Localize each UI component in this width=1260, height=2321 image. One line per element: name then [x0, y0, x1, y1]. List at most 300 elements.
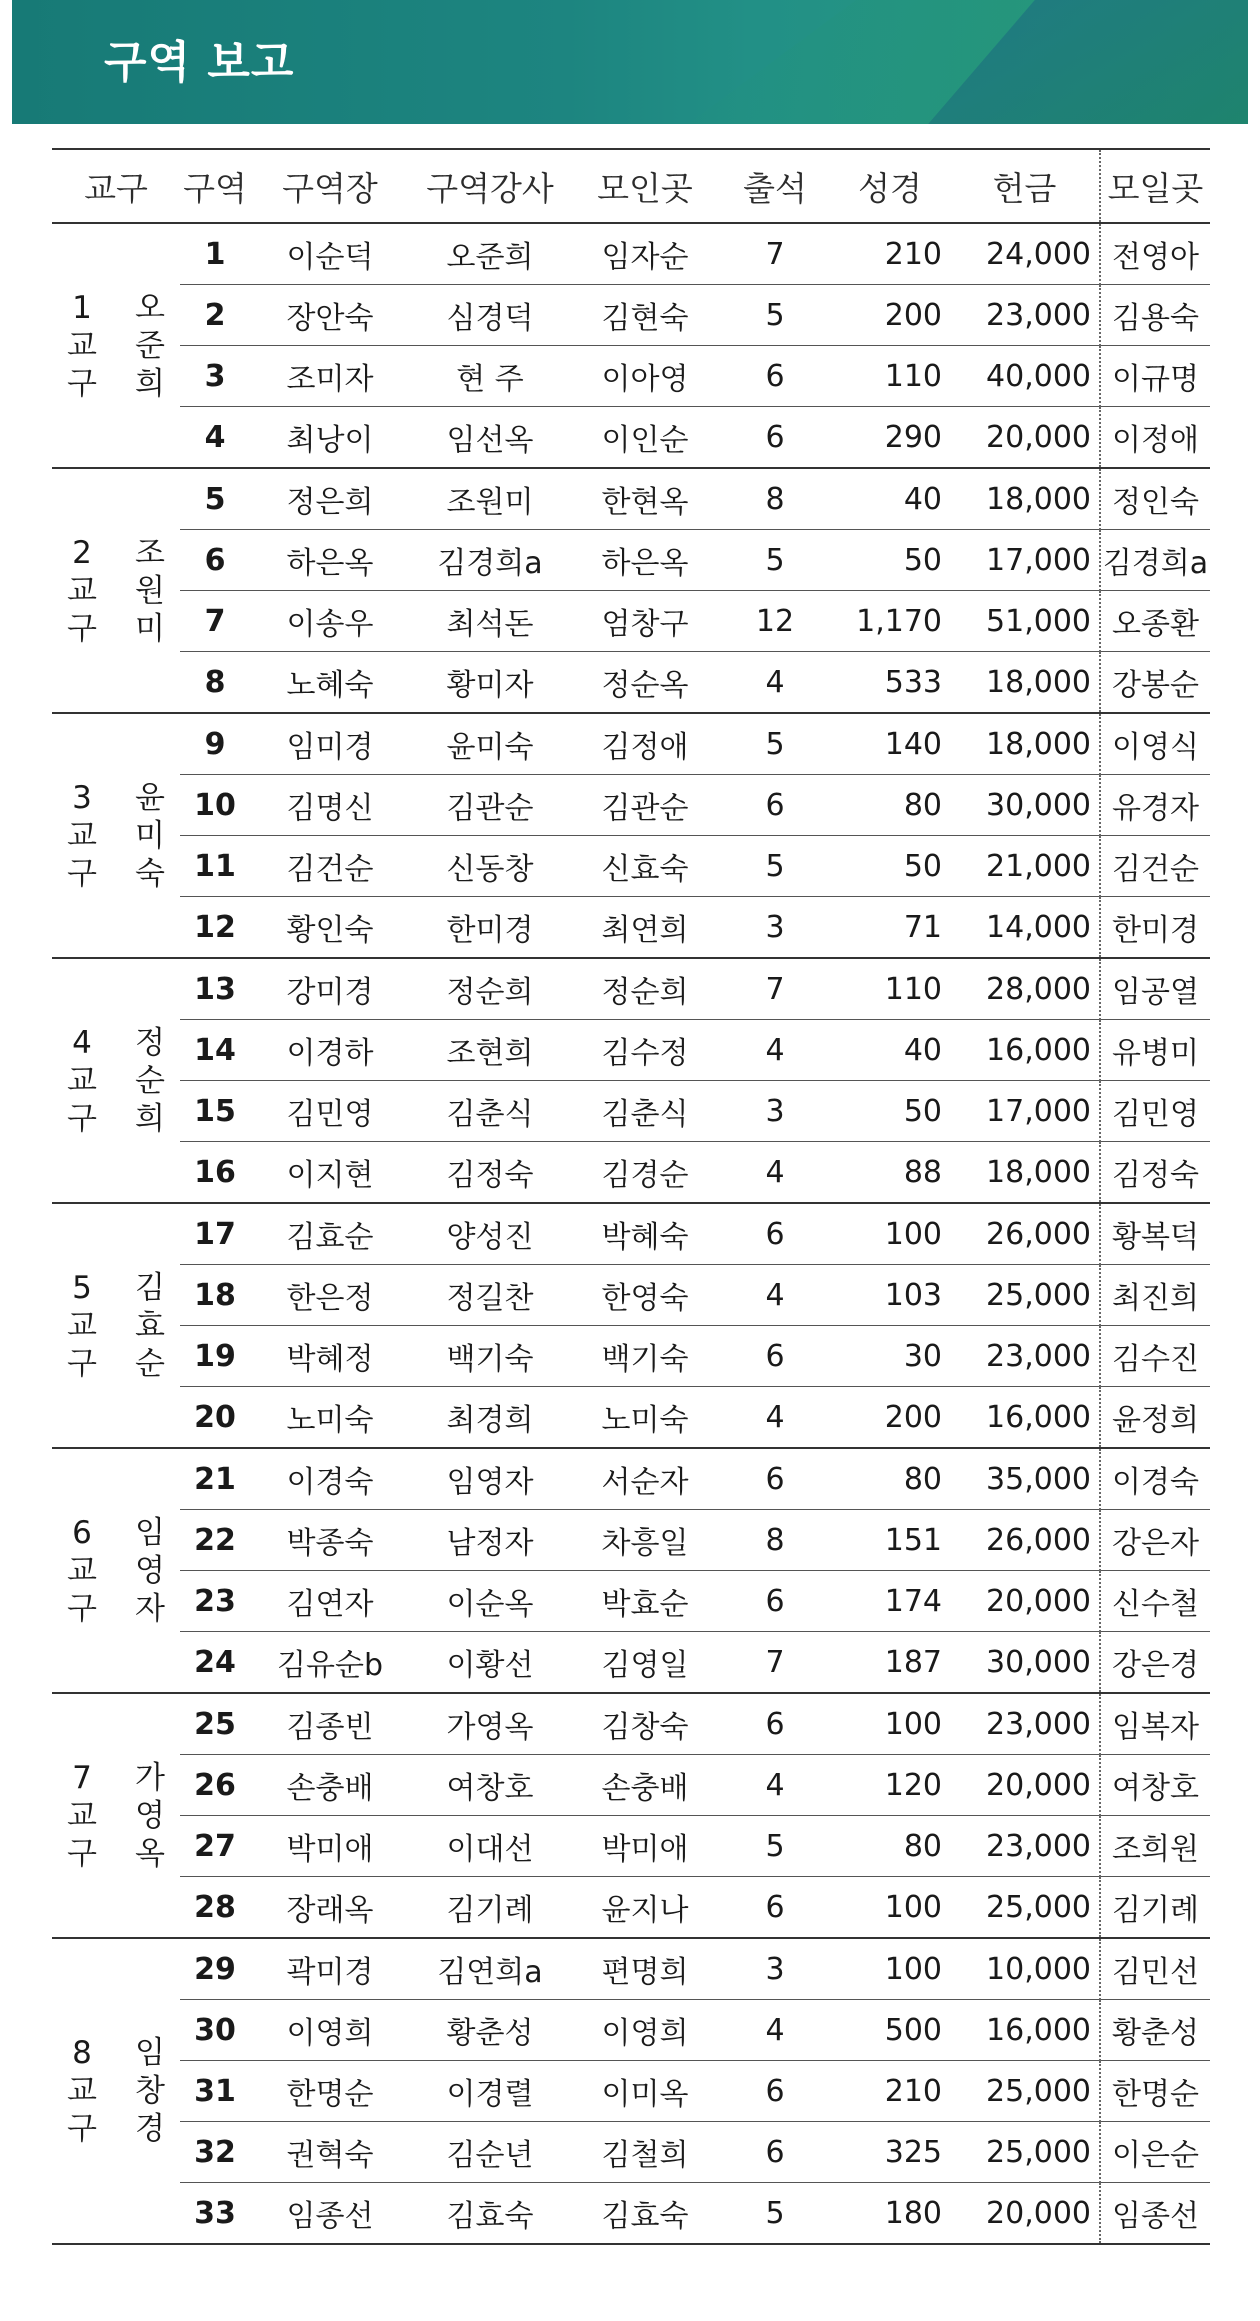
- district-number: 25: [180, 1693, 250, 1755]
- bible-count: 100: [830, 1938, 950, 2000]
- met-place: 최연희: [570, 897, 720, 959]
- district-number: 4: [180, 407, 250, 469]
- district-number: 16: [180, 1142, 250, 1204]
- met-place: 박미애: [570, 1816, 720, 1877]
- attendance: 3: [720, 897, 830, 959]
- district-leader: 김유순b: [250, 1632, 410, 1694]
- parish-label-char: 구: [67, 855, 97, 892]
- district-number: 27: [180, 1816, 250, 1877]
- table-row: [52, 530, 1210, 591]
- table-row: [52, 1265, 1210, 1326]
- parish-leader-char: 원: [135, 572, 165, 609]
- bible-count: 210: [830, 2061, 950, 2122]
- attendance: 7: [720, 1632, 830, 1694]
- offering: 25,000: [950, 1265, 1100, 1326]
- parish-number-digit: 8: [72, 2035, 92, 2071]
- district-leader: 김종빈: [250, 1693, 410, 1755]
- table-row: [52, 897, 1210, 959]
- page-title: 구역 보고: [104, 37, 295, 88]
- district-teacher: 현 주: [410, 346, 570, 407]
- district-teacher: 조현희: [410, 1020, 570, 1081]
- next-place: 김정숙: [1100, 1142, 1210, 1204]
- district-number: 28: [180, 1877, 250, 1939]
- district-teacher: 김정숙: [410, 1142, 570, 1204]
- met-place: 신효숙: [570, 836, 720, 897]
- bible-count: 187: [830, 1632, 950, 1694]
- district-teacher: 황춘성: [410, 2000, 570, 2061]
- bible-count: 103: [830, 1265, 950, 1326]
- district-number: 2: [180, 285, 250, 346]
- table-row: [52, 407, 1210, 469]
- offering: 18,000: [950, 1142, 1100, 1204]
- next-place: 최진희: [1100, 1265, 1210, 1326]
- table-row: [52, 223, 1210, 285]
- next-place: 이경숙: [1100, 1448, 1210, 1510]
- offering: 18,000: [950, 468, 1100, 530]
- table-row: [52, 1387, 1210, 1449]
- bible-count: 80: [830, 775, 950, 836]
- offering: 51,000: [950, 591, 1100, 652]
- offering: 30,000: [950, 775, 1100, 836]
- table-row: [52, 1326, 1210, 1387]
- parish-leader-char: 미: [135, 610, 165, 647]
- parish-label-char: 구: [67, 1100, 97, 1137]
- parish-number-digit: 2: [72, 534, 92, 571]
- bible-count: 50: [830, 530, 950, 591]
- district-teacher: 김연희a: [410, 1938, 570, 2000]
- attendance: 5: [720, 713, 830, 775]
- attendance: 3: [720, 1081, 830, 1142]
- table-row: [52, 1938, 1210, 2000]
- district-leader: 김민영: [250, 1081, 410, 1142]
- offering: 17,000: [950, 1081, 1100, 1142]
- next-place: 이은순: [1100, 2122, 1210, 2183]
- table-row: [52, 468, 1210, 530]
- district-teacher: 백기숙: [410, 1326, 570, 1387]
- district-teacher: 최석돈: [410, 591, 570, 652]
- parish-leader-char: 김: [135, 1269, 165, 1306]
- bible-count: 80: [830, 1448, 950, 1510]
- offering: 18,000: [950, 713, 1100, 775]
- parish-leader-char: 숙: [135, 855, 165, 892]
- attendance: 6: [720, 2061, 830, 2122]
- table-row: [52, 836, 1210, 897]
- district-number: 30: [180, 2000, 250, 2061]
- parish-label-char: 구: [67, 2111, 97, 2147]
- bible-count: 174: [830, 1571, 950, 1632]
- offering: 23,000: [950, 285, 1100, 346]
- next-place: 김경희a: [1100, 530, 1210, 591]
- bible-count: 50: [830, 1081, 950, 1142]
- attendance: 6: [720, 1571, 830, 1632]
- bible-count: 88: [830, 1142, 950, 1204]
- met-place: 김관순: [570, 775, 720, 836]
- attendance: 8: [720, 1510, 830, 1571]
- offering: 10,000: [950, 1938, 1100, 2000]
- bible-count: 110: [830, 958, 950, 1020]
- met-place: 이아영: [570, 346, 720, 407]
- district-leader: 황인숙: [250, 897, 410, 959]
- district-number: 6: [180, 530, 250, 591]
- parish-leader-char: 미: [135, 817, 165, 854]
- parish-leader-char: 영: [135, 1552, 165, 1589]
- district-leader: 하은옥: [250, 530, 410, 591]
- parish-leader-char: 가: [135, 1759, 165, 1796]
- parish-cell: [52, 1448, 180, 1693]
- district-teacher: 김관순: [410, 775, 570, 836]
- district-teacher: 김기례: [410, 1877, 570, 1939]
- table-row: [52, 1571, 1210, 1632]
- table-row: [52, 1632, 1210, 1694]
- met-place: 임자순: [570, 223, 720, 285]
- parish-leader-char: 임: [135, 2035, 165, 2071]
- table-row: [52, 1693, 1210, 1755]
- met-place: 김영일: [570, 1632, 720, 1694]
- bible-count: 40: [830, 468, 950, 530]
- header-district: 구역: [180, 149, 250, 223]
- district-leader: 권혁숙: [250, 2122, 410, 2183]
- table-row: [52, 652, 1210, 714]
- table-row: [52, 1877, 1210, 1939]
- attendance: 8: [720, 468, 830, 530]
- district-teacher: 정길찬: [410, 1265, 570, 1326]
- district-number: 31: [180, 2061, 250, 2122]
- met-place: 김경순: [570, 1142, 720, 1204]
- parish-leader-char: 순: [135, 1345, 165, 1382]
- bible-count: 120: [830, 1755, 950, 1816]
- attendance: 5: [720, 836, 830, 897]
- district-number: 19: [180, 1326, 250, 1387]
- offering: 14,000: [950, 897, 1100, 959]
- district-number: 23: [180, 1571, 250, 1632]
- next-place: 강봉순: [1100, 652, 1210, 714]
- district-number: 8: [180, 652, 250, 714]
- parish-leader-char: 정: [135, 1024, 165, 1061]
- bible-count: 40: [830, 1020, 950, 1081]
- met-place: 김창숙: [570, 1693, 720, 1755]
- next-place: 임종선: [1100, 2183, 1210, 2245]
- parish-cell: [52, 1938, 180, 2244]
- met-place: 김현숙: [570, 285, 720, 346]
- district-leader: 김건순: [250, 836, 410, 897]
- attendance: 6: [720, 2122, 830, 2183]
- next-place: 김용숙: [1100, 285, 1210, 346]
- parish-label-char: 교: [67, 572, 97, 609]
- bible-count: 325: [830, 2122, 950, 2183]
- next-place: 조희원: [1100, 1816, 1210, 1877]
- next-place: 유병미: [1100, 1020, 1210, 1081]
- bible-count: 50: [830, 836, 950, 897]
- parish-number-digit: 4: [72, 1024, 92, 1061]
- next-place: 김민영: [1100, 1081, 1210, 1142]
- bible-count: 210: [830, 223, 950, 285]
- offering: 16,000: [950, 1387, 1100, 1449]
- district-teacher: 가영옥: [410, 1693, 570, 1755]
- met-place: 차흥일: [570, 1510, 720, 1571]
- parish-leader: [135, 534, 165, 648]
- district-teacher: 김순년: [410, 2122, 570, 2183]
- table-row: [52, 1203, 1210, 1265]
- district-leader: 박종숙: [250, 1510, 410, 1571]
- parish-leader: [135, 1759, 165, 1873]
- offering: 28,000: [950, 958, 1100, 1020]
- offering: 20,000: [950, 1755, 1100, 1816]
- parish-number: [67, 2034, 97, 2148]
- district-leader: 김명신: [250, 775, 410, 836]
- parish-label-char: 교: [67, 327, 97, 364]
- district-leader: 이영희: [250, 2000, 410, 2061]
- bible-count: 1,170: [830, 591, 950, 652]
- parish-number: [67, 1269, 97, 1383]
- met-place: 김효숙: [570, 2183, 720, 2245]
- district-leader: 이송우: [250, 591, 410, 652]
- district-number: 24: [180, 1632, 250, 1694]
- district-number: 29: [180, 1938, 250, 2000]
- district-leader: 장안숙: [250, 285, 410, 346]
- bible-count: 30: [830, 1326, 950, 1387]
- attendance: 4: [720, 1020, 830, 1081]
- district-number: 13: [180, 958, 250, 1020]
- table-header-row: [52, 149, 1210, 223]
- next-place: 김민선: [1100, 1938, 1210, 2000]
- district-teacher: 이대선: [410, 1816, 570, 1877]
- bible-count: 80: [830, 1816, 950, 1877]
- district-teacher: 오준희: [410, 223, 570, 285]
- next-place: 오종환: [1100, 591, 1210, 652]
- district-number: 3: [180, 346, 250, 407]
- met-place: 서순자: [570, 1448, 720, 1510]
- district-leader: 임미경: [250, 713, 410, 775]
- offering: 30,000: [950, 1632, 1100, 1694]
- district-number: 12: [180, 897, 250, 959]
- district-teacher: 임영자: [410, 1448, 570, 1510]
- district-leader: 김효순: [250, 1203, 410, 1265]
- district-leader: 임종선: [250, 2183, 410, 2245]
- bible-count: 180: [830, 2183, 950, 2245]
- met-place: 편명희: [570, 1938, 720, 2000]
- district-leader: 이순덕: [250, 223, 410, 285]
- parish-cell: [52, 958, 180, 1203]
- bible-count: 100: [830, 1203, 950, 1265]
- district-leader: 한명순: [250, 2061, 410, 2122]
- parish-cell: [52, 223, 180, 468]
- parish-label-char: 구: [67, 1835, 97, 1872]
- parish-number-digit: 6: [72, 1514, 92, 1551]
- parish-cell: [52, 1693, 180, 1938]
- district-number: 10: [180, 775, 250, 836]
- parish-label-char: 교: [67, 1062, 97, 1099]
- offering: 25,000: [950, 2061, 1100, 2122]
- district-teacher: 한미경: [410, 897, 570, 959]
- district-leader: 박미애: [250, 1816, 410, 1877]
- attendance: 7: [720, 958, 830, 1020]
- table-row: [52, 346, 1210, 407]
- district-leader: 최낭이: [250, 407, 410, 469]
- parish-leader-char: 희: [135, 365, 165, 402]
- district-teacher: 임선옥: [410, 407, 570, 469]
- next-place: 한명순: [1100, 2061, 1210, 2122]
- next-place: 한미경: [1100, 897, 1210, 959]
- parish-leader-char: 효: [135, 1307, 165, 1344]
- district-leader: 한은정: [250, 1265, 410, 1326]
- met-place: 김정애: [570, 713, 720, 775]
- attendance: 5: [720, 1816, 830, 1877]
- attendance: 4: [720, 1755, 830, 1816]
- parish-leader-char: 희: [135, 1100, 165, 1137]
- met-place: 김춘식: [570, 1081, 720, 1142]
- next-place: 김수진: [1100, 1326, 1210, 1387]
- bible-count: 100: [830, 1877, 950, 1939]
- next-place: 황복덕: [1100, 1203, 1210, 1265]
- district-leader: 정은희: [250, 468, 410, 530]
- district-number: 1: [180, 223, 250, 285]
- offering: 24,000: [950, 223, 1100, 285]
- header-attendance: 출석: [720, 149, 830, 223]
- parish-leader-char: 순: [135, 1062, 165, 1099]
- bible-count: 290: [830, 407, 950, 469]
- bible-count: 533: [830, 652, 950, 714]
- table-row: [52, 2122, 1210, 2183]
- district-leader: 노미숙: [250, 1387, 410, 1449]
- district-number: 11: [180, 836, 250, 897]
- table-row: [52, 591, 1210, 652]
- bible-count: 151: [830, 1510, 950, 1571]
- parish-number-digit: 7: [72, 1759, 92, 1796]
- attendance: 7: [720, 223, 830, 285]
- met-place: 김철희: [570, 2122, 720, 2183]
- header-parish: 교구: [52, 149, 180, 223]
- parish-leader: [135, 1269, 165, 1383]
- next-place: 황춘성: [1100, 2000, 1210, 2061]
- parish-cell: [52, 468, 180, 713]
- header-next-place: 모일곳: [1100, 149, 1210, 223]
- parish-number-digit: 1: [72, 289, 92, 326]
- next-place: 김건순: [1100, 836, 1210, 897]
- attendance: 5: [720, 530, 830, 591]
- next-place: 임공열: [1100, 958, 1210, 1020]
- district-teacher: 김춘식: [410, 1081, 570, 1142]
- parish-cell: [52, 1203, 180, 1448]
- parish-leader-char: 조: [135, 534, 165, 571]
- next-place: 유경자: [1100, 775, 1210, 836]
- met-place: 김수정: [570, 1020, 720, 1081]
- parish-label-char: 구: [67, 1345, 97, 1382]
- parish-leader-char: 자: [135, 1590, 165, 1627]
- parish-label-char: 교: [67, 1307, 97, 1344]
- parish-leader-char: 경: [135, 2111, 165, 2147]
- next-place: 정인숙: [1100, 468, 1210, 530]
- offering: 18,000: [950, 652, 1100, 714]
- bible-count: 100: [830, 1693, 950, 1755]
- bible-count: 200: [830, 1387, 950, 1449]
- offering: 16,000: [950, 1020, 1100, 1081]
- parish-leader: [135, 2034, 165, 2148]
- district-number: 15: [180, 1081, 250, 1142]
- met-place: 박효순: [570, 1571, 720, 1632]
- header-district-teacher: 구역강사: [410, 149, 570, 223]
- district-leader: 곽미경: [250, 1938, 410, 2000]
- header-met-place: 모인곳: [570, 149, 720, 223]
- offering: 23,000: [950, 1816, 1100, 1877]
- bible-count: 71: [830, 897, 950, 959]
- parish-label-char: 교: [67, 817, 97, 854]
- attendance: 6: [720, 775, 830, 836]
- district-number: 22: [180, 1510, 250, 1571]
- table-row: [52, 1448, 1210, 1510]
- met-place: 이인순: [570, 407, 720, 469]
- next-place: 강은자: [1100, 1510, 1210, 1571]
- table-row: [52, 1142, 1210, 1204]
- attendance: 4: [720, 2000, 830, 2061]
- table-row: [52, 2000, 1210, 2061]
- offering: 25,000: [950, 2122, 1100, 2183]
- parish-label-char: 구: [67, 1590, 97, 1627]
- table-row: [52, 958, 1210, 1020]
- parish-label-char: 구: [67, 610, 97, 647]
- attendance: 5: [720, 285, 830, 346]
- parish-number: [67, 1024, 97, 1138]
- district-teacher: 이순옥: [410, 1571, 570, 1632]
- parish-leader-char: 창: [135, 2073, 165, 2109]
- district-teacher: 여창호: [410, 1755, 570, 1816]
- table-row: [52, 2061, 1210, 2122]
- table-row: [52, 1816, 1210, 1877]
- offering: 23,000: [950, 1326, 1100, 1387]
- district-teacher: 이황선: [410, 1632, 570, 1694]
- met-place: 하은옥: [570, 530, 720, 591]
- met-place: 정순옥: [570, 652, 720, 714]
- offering: 20,000: [950, 1571, 1100, 1632]
- district-teacher: 윤미숙: [410, 713, 570, 775]
- district-leader: 이경하: [250, 1020, 410, 1081]
- attendance: 4: [720, 652, 830, 714]
- district-number: 18: [180, 1265, 250, 1326]
- district-teacher: 최경희: [410, 1387, 570, 1449]
- table-row: [52, 713, 1210, 775]
- next-place: 전영아: [1100, 223, 1210, 285]
- district-number: 9: [180, 713, 250, 775]
- parish-number: [67, 289, 97, 403]
- offering: 35,000: [950, 1448, 1100, 1510]
- parish-leader-char: 오: [135, 289, 165, 326]
- parish-number-digit: 3: [72, 779, 92, 816]
- met-place: 이영희: [570, 2000, 720, 2061]
- district-teacher: 남정자: [410, 1510, 570, 1571]
- header-offering: 헌금: [950, 149, 1100, 223]
- parish-cell: [52, 713, 180, 958]
- met-place: 박혜숙: [570, 1203, 720, 1265]
- district-leader: 김연자: [250, 1571, 410, 1632]
- district-teacher: 황미자: [410, 652, 570, 714]
- district-number: 17: [180, 1203, 250, 1265]
- next-place: 김기례: [1100, 1877, 1210, 1939]
- district-teacher: 심경덕: [410, 285, 570, 346]
- district-report-table: [52, 148, 1210, 2245]
- parish-label-char: 교: [67, 1797, 97, 1834]
- header-district-leader: 구역장: [250, 149, 410, 223]
- district-number: 7: [180, 591, 250, 652]
- next-place: 임복자: [1100, 1693, 1210, 1755]
- next-place: 여창호: [1100, 1755, 1210, 1816]
- header-bible: 성경: [830, 149, 950, 223]
- next-place: 강은경: [1100, 1632, 1210, 1694]
- offering: 40,000: [950, 346, 1100, 407]
- parish-leader: [135, 289, 165, 403]
- attendance: 6: [720, 346, 830, 407]
- attendance: 4: [720, 1142, 830, 1204]
- parish-leader-char: 윤: [135, 779, 165, 816]
- district-teacher: 정순희: [410, 958, 570, 1020]
